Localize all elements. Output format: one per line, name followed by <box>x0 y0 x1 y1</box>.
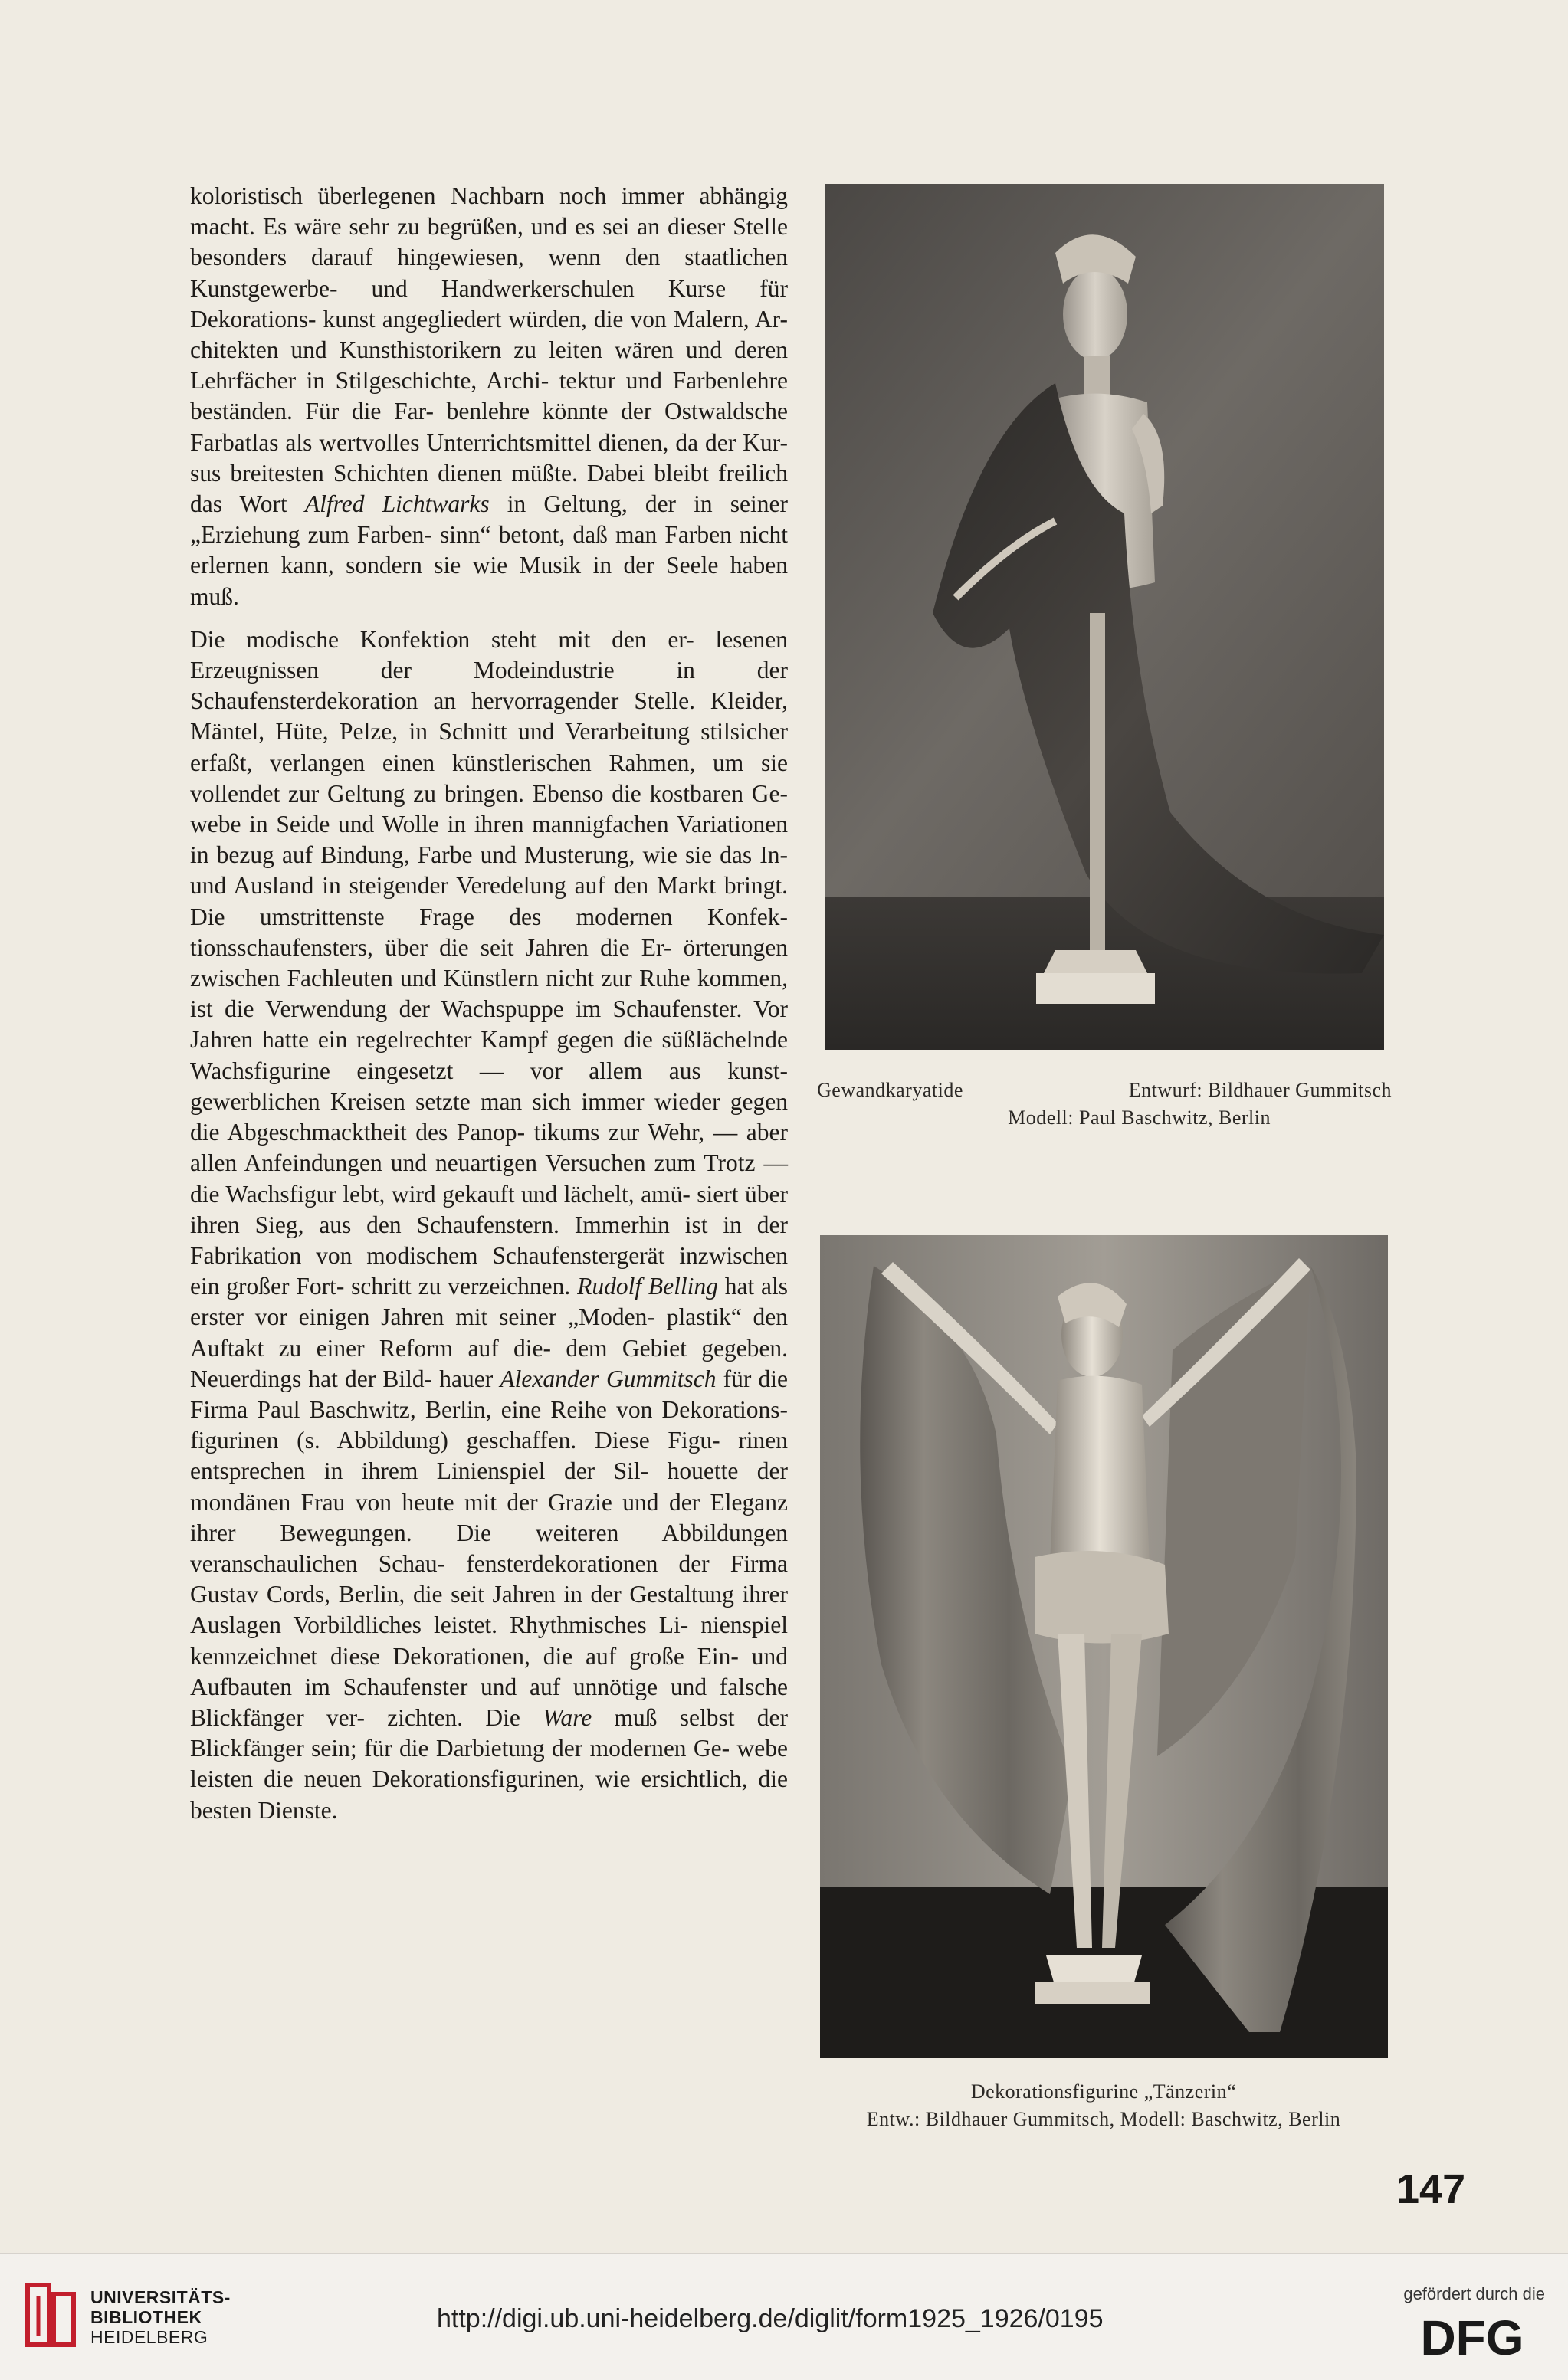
text-line: und es sei an dieser Stelle besonders darauf <box>190 213 788 271</box>
institution-name[interactable] <box>90 2287 231 2347</box>
text-line: weiteren Abbildungen veranschaulichen Schau- <box>190 1519 788 1577</box>
text-line: Baschwitz, Berlin, eine Reihe von Dekorations- <box>309 1395 789 1423</box>
institution-line-2: BIBLIOTHEK <box>90 2307 202 2327</box>
caption-credit: Entw.: Bildhauer Gummitsch, Modell: Baschwitz, Berlin <box>866 2108 1341 2130</box>
text-line: houette der mondänen Frau von heute mit der <box>190 1457 789 1516</box>
text-line: örterungen zwischen Fachleuten und Künstlern <box>190 933 788 992</box>
text-column <box>190 181 788 1826</box>
university-library-logo-icon[interactable] <box>23 2280 78 2349</box>
text-line: Verarbeitung stilsicher erfaßt, verlangen einen <box>190 718 788 776</box>
caption-model: Modell: Paul Baschwitz, Berlin <box>1008 1106 1271 1129</box>
text-line: Die umstrittenste Frage des modernen Konfek- <box>190 903 788 930</box>
text-line: Die modische Konfektion steht mit den er- <box>190 625 716 653</box>
text-line: siert über ihren Sieg, aus den Schaufenstern. <box>190 1180 788 1238</box>
text-line: sein; für die Darbietung der modernen Ge- <box>311 1735 737 1762</box>
text-line: erster vor einigen Jahren mit seiner „Moden- <box>190 1303 667 1331</box>
text-line: Berlin, die seit Jahren in der Gestaltung ihrer <box>338 1581 788 1608</box>
text-run: zichten. Die <box>387 1703 520 1731</box>
text-line: Kleider, Mäntel, Hüte, Pelze, in Schnitt und <box>190 687 788 746</box>
text-line: wieder gegen die Abgeschmacktheit des Panop- <box>190 1087 788 1146</box>
caption-title: Dekorationsfigurine „Tänzerin“ <box>970 2080 1237 2103</box>
text-line: webe in Seide und Wolle in ihren mannigfachen <box>190 811 677 838</box>
text-run: muß selbst der Blickfänger <box>190 1703 788 1762</box>
text-line: künstlerischen Rahmen, um sie vollendet zur <box>190 749 788 807</box>
text-run: hat als <box>724 1273 789 1300</box>
text-line: kunst angegliedert würden, die von Malern, Ar- <box>323 305 788 333</box>
text-line: wertvolles Unterrichtsmittel dienen, da der Kur- <box>319 428 788 456</box>
institution-line-1: UNIVERSITÄTS- <box>90 2287 231 2307</box>
text-line: und Handwerkerschulen Kurse für Dekorations- <box>190 274 788 333</box>
institution-line-3: HEIDELBERG <box>90 2327 208 2347</box>
text-line: koloristisch überlegenen Nachbarn noch immer <box>190 182 700 209</box>
text-line: ersichtlich, die besten Dienste. <box>190 1765 788 1824</box>
text-line: Schaufenstergerät inzwischen ein großer Fort- <box>190 1241 788 1300</box>
name-belling: Rudolf Belling <box>577 1273 718 1300</box>
text-line: steigender Veredelung auf den Markt bringt. <box>349 872 788 900</box>
text-line: auf große Ein- und Aufbauten im Schaufenster <box>190 1642 788 1700</box>
sponsor-text: gefördert durch die <box>1403 2284 1545 2303</box>
text-line: abhängig macht. Es wäre sehr zu begrüßen, <box>190 182 788 241</box>
caption-title: Gewandkaryatide <box>817 1079 963 1101</box>
text-run: bleibt freilich das Wort <box>190 459 789 518</box>
paragraph-2-lines-a <box>190 626 788 1300</box>
text-line: Geltung, der in seiner „Erziehung zum Farben- <box>190 490 789 549</box>
text-line: tionsschaufensters, über die seit Jahren die Er- <box>190 933 684 961</box>
caption-figure-1 <box>817 1077 1392 1132</box>
text-line: sinn“ betont, daß man Farben nicht erlernen <box>190 521 788 579</box>
text-line: ein regelrechter Kampf gegen die süßlächelnde <box>317 1026 788 1054</box>
text-line: tektur und Farbenlehre beständen. Für die Far- <box>190 367 788 425</box>
page-number: 147 <box>1396 2166 1466 2212</box>
text-line: figurinen (s. Abbildung) geschaffen. Diese Figu- <box>190 1427 739 1454</box>
text-line: und neuartigen Versuchen zum Trotz — die <box>190 1149 788 1208</box>
caption-design: Entwurf: Bildhauer Gummitsch <box>1128 1079 1392 1101</box>
text-line: webe leisten die neuen Dekorationsfigurinen, wie <box>190 1735 789 1793</box>
word-ware: Ware <box>543 1703 592 1731</box>
dfg-logo-icon[interactable] <box>1399 2312 1545 2359</box>
text-line: dem Gebiet gegeben. Neuerdings hat der Bild- <box>190 1334 789 1392</box>
text-line: rinen entsprechen in ihrem Linienspiel der Sil- <box>190 1427 788 1485</box>
viewer-footer <box>0 2253 1568 2380</box>
text-line: Wachsfigurine eingesetzt — vor allem aus kunst- <box>190 1057 788 1084</box>
text-run: für die Firma Paul <box>190 1365 789 1423</box>
text-line: Geltung zu bringen. Ebenso die kostbaren Ge- <box>327 779 788 807</box>
text-line: tikums zur Wehr, — aber allen Anfeindungen <box>190 1119 788 1177</box>
text-line: Immerhin ist in der Fabrikation von modischem <box>190 1211 788 1269</box>
text-line: plastik“ den Auftakt zu einer Reform auf die- <box>190 1303 789 1362</box>
text-line: nicht zur Ruhe kommen, ist die Verwendung der <box>190 965 788 1023</box>
dfg-logo-text: DFG <box>1420 2312 1524 2359</box>
paragraph-1-lines <box>190 182 788 487</box>
caption-figure-2 <box>812 2078 1395 2133</box>
text-line: Grazie und der Eleganz ihrer Bewegungen. Die <box>190 1488 788 1546</box>
name-gummitsch: Alexander Gummitsch <box>500 1365 717 1392</box>
text-line: lesenen Erzeugnissen der Modeindustrie in der <box>190 625 788 684</box>
text-line: kann, sondern sie wie Musik in der Seele haben muß. <box>190 552 788 610</box>
text-run: schritt zu verzeichnen. <box>351 1273 571 1300</box>
permalink-url[interactable]: http://digi.ub.uni-heidelberg.de/diglit/form1925_1926/0195 <box>437 2304 1104 2333</box>
text-line: Schaufensterdekoration an hervorragender Stelle. <box>190 687 710 715</box>
text-line: Musterung, wie sie das In- und Ausland in <box>190 841 788 900</box>
text-line: und deren Lehrfächer in Stilgeschichte, Archi- <box>190 336 788 395</box>
text-line: gewerblichen Kreisen setzte man sich immer <box>190 1087 654 1115</box>
photo-taenzerin <box>820 1235 1388 2058</box>
caption-row <box>817 1077 1392 1104</box>
text-line: nienspiel kennzeichnet diese Dekorationen, die <box>190 1611 788 1670</box>
paragraph-1 <box>190 181 788 612</box>
text-line: chitekten und Kunsthistorikern zu leiten wären <box>190 336 686 364</box>
text-run: in <box>507 490 526 518</box>
text-line: sus breitesten Schichten dienen müßte. Dabei <box>190 459 654 487</box>
text-line: Variationen in bezug auf Bindung, Farbe und <box>190 811 788 869</box>
paragraph-2-lines-c <box>190 1396 788 1731</box>
text-line: Auslagen Vorbildliches leistet. Rhythmisches Li- <box>190 1611 701 1639</box>
paragraph-2 <box>190 625 788 1826</box>
text-line: Wachspuppe im Schaufenster. Vor Jahren hatte <box>190 995 788 1054</box>
text-line: fensterdekorationen der Firma Gustav Cords, <box>190 1549 788 1608</box>
text-run: hauer <box>439 1365 494 1392</box>
name-lichtwark: Alfred Lichtwarks <box>304 490 490 518</box>
text-line: und auf unnötige und falsche Blickfänger ver- <box>190 1673 788 1731</box>
text-line: benlehre könnte der Ostwaldsche Farbatlas als <box>190 398 788 456</box>
text-line: Wachsfigur lebt, wird gekauft und lächelt, amü- <box>225 1180 697 1208</box>
photo-gewandkaryatide <box>825 184 1384 1050</box>
text-line: hingewiesen, wenn den staatlichen Kunstgewerbe- <box>190 244 788 302</box>
